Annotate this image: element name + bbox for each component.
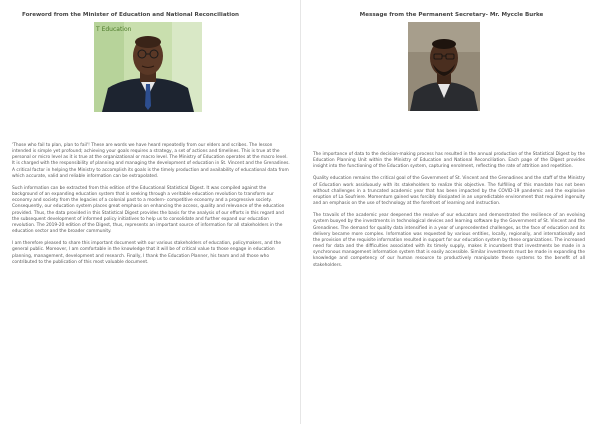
permanent-secretary-portrait-image: [408, 22, 480, 111]
permanent-secretary-photo: [408, 22, 480, 111]
permanent-secretary-heading: Message from the Permanent Secretary- Mr. Myccle Burke: [359, 12, 544, 18]
minister-portrait-image: [94, 22, 202, 112]
minister-paragraph-3: I am therefore pleased to share this important document with our various stakeholders of education, policymakers, and the general public. Moreover, I am comfortable in the knowledge that it will be of critical value to those engage in education planning, management, development and research. Finally, I thank the Education Planner, his team and all those who contributed to the publication of this most valuable document.: [12, 241, 282, 265]
minister-foreword-body: [12, 143, 290, 272]
minister-paragraph-1: 'Those who fail to plan, plan to fail'! These are words we have heard repeatedly from our elders and scribes. The lesson intended is simple yet profound; achieving your goals requires a strategy, a set of actions and timelines. This is true at the personal or micro level as it is true at the organizational or macro level. The Ministry of Education operates at the macro level. It is charged with the responsibility of planning and managing the development of education in St. Vincent and the Grenadines. A critical factor in helping the Ministry to accomplish its goals is the timely production and availability of educational data from which accurate, valid and reliable information can be extrapolated.: [12, 143, 290, 179]
minister-foreword-heading: Foreword from the Minister of Education and National Reconciliation: [22, 12, 240, 18]
secretary-paragraph-1: The importance of data to the decision-making process has resulted in the annual production of the Statistical Digest by the Education Planning Unit within the Ministry of Education and National Reconciliation. Each page of the Digest provides insight into the functioning of the Education system, capturing enrolment, reflecting the rate of attrition and repetition.: [313, 152, 585, 170]
minister-paragraph-2: Such information can be extracted from this edition of the Educational Statistical Digest. It was compiled against the background of an expanding education system that is seeking through a veritable education revolution to transform our economy and society from the legacies of a colonial past to a modern- competitive economy and a progressive society. Consequently, our education system places great emphasis on enhancing the access, quality and relevance of the education provided. Thus, the data provided in this Statistical Digest provides the basis for the analysis of our efforts in this regard and the subsequent development of informed policy initiatives to help us to consolidate and further expand our education revolution. The 2019-20 edition of the Digest, thus, represents an important source of information for all stakeholders in the education sector and the broader community.: [12, 185, 285, 235]
permanent-secretary-body: [313, 152, 585, 275]
minister-photo: [94, 22, 202, 112]
right-page: [300, 0, 600, 424]
secretary-paragraph-3: The travails of the academic year deepened the resolve of our educators and demonstrated the resilience of an evolving system buoyed by the investments in technological devices and learning software by the Government of St. Vincent and the Grenadines. The demand for quality data intensified in a year of unprecedented challenges, as the face of education and its delivery became more complex. Information was requested by various entities, locally, regionally, and internationally and the provision of the requisite information resulted in support for our education system by these organizations. The increased need for data and the difficulties associated with its timely supply, makes it incumbent that investments be made in a synchronous management information system that is easily accessible. Similar investments must be made in expanding the knowledge and competency of our human resource to productively manipulate these systems to the benefit of all stakeholders.: [313, 213, 585, 268]
secretary-paragraph-2: Quality education remains the critical goal of the Government of St. Vincent and the Grenadines and the staff of the Ministry of Education work assiduously with its stakeholders to realize this objective. The fulfilling of this mandate has not been without challenges in a truncated academic year that has been impacted by the COVID-19 pandemic and the explosive eruption of La Soufriere. Momentum gained was forcibly dissipated in an unpredictable environment that required ingenuity and an emphasis on the use of technology at the forefront of learning and instruction.: [313, 176, 585, 207]
photo-backdrop-text: T Education: [96, 26, 132, 33]
